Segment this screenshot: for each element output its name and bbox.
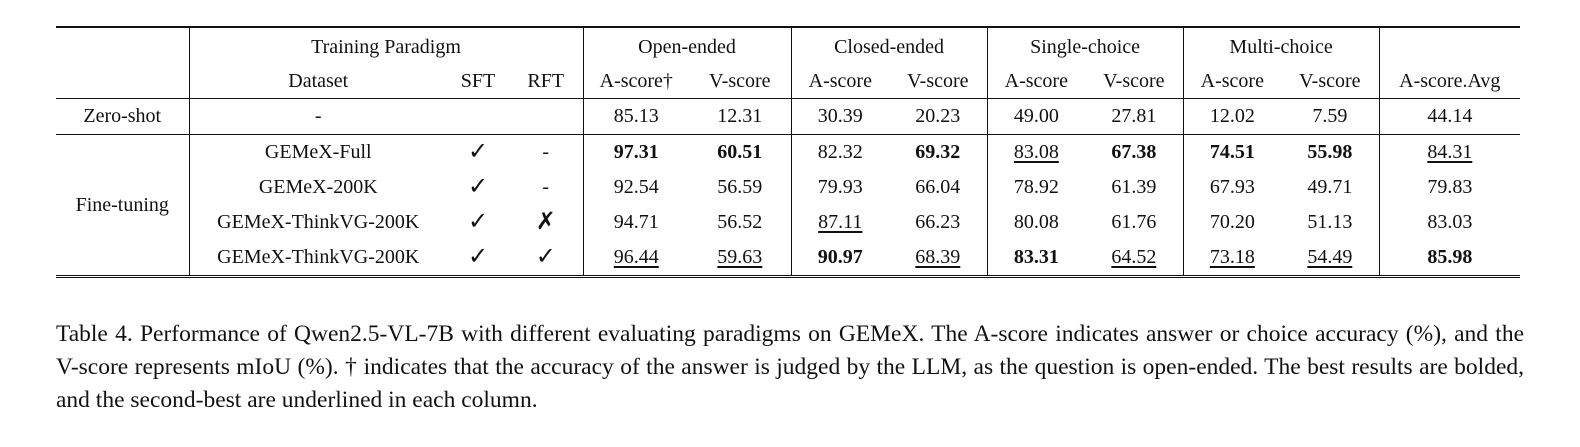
value-cell: 56.59: [717, 176, 763, 198]
dataset-cell: GEMeX-ThinkVG-200K: [189, 240, 447, 277]
value-cell: 49.71: [1307, 176, 1353, 198]
header-row-groups: [56, 27, 1520, 64]
rft-cell: ✓: [509, 240, 583, 277]
results-table-container: [56, 26, 1520, 278]
multi-a-score-header: A-score: [1183, 64, 1281, 99]
value-text: 73.18: [1209, 246, 1255, 268]
value-cell: 55.98: [1281, 135, 1379, 171]
value-text: 59.63: [717, 246, 763, 268]
closed-a-score-header: A-score: [791, 64, 889, 99]
value-cell: 56.52: [717, 211, 763, 233]
single-a-score-header: A-score: [987, 64, 1085, 99]
sft-cell: ✓: [447, 135, 509, 171]
value-cell: 60.51: [689, 135, 791, 171]
value-cell: [987, 135, 1085, 171]
avg-a-score-header: A-score.Avg: [1379, 64, 1520, 99]
value-text: 87.11: [818, 211, 863, 233]
value-text: 64.52: [1111, 246, 1157, 268]
value-cell: 78.92: [987, 170, 1085, 205]
value-cell: [791, 205, 889, 240]
value-cell: 44.14: [1379, 99, 1520, 135]
sft-cell: [447, 99, 509, 135]
value-cell: 80.08: [987, 205, 1085, 240]
multi-v-score-header: V-score: [1299, 70, 1361, 92]
value-cell: 20.23: [889, 99, 987, 135]
value-cell: 94.71: [583, 205, 689, 240]
sft-cell: ✓: [447, 240, 509, 277]
table-row: [56, 205, 1520, 240]
table-row: [56, 170, 1520, 205]
table-caption: Table 4. Performance of Qwen2.5-VL-7B with different evaluating paradigms on GEMeX. The A-score indicates answer or choice accuracy (%), and the V-score represents mIoU (%). † indicates that the accuracy of the answer is judged by the LLM, as the question is open-ended. The best results are bolded, and the second-best are underlined in each column.: [56, 321, 1524, 413]
header-empty-cell: [1379, 27, 1520, 64]
value-cell: [689, 240, 791, 277]
value-cell: 92.54: [583, 170, 689, 205]
rft-cell: ✗: [535, 209, 556, 235]
value-cell: [1281, 240, 1379, 277]
rft-cell: -: [542, 176, 550, 198]
closed-v-score-header: V-score: [907, 70, 969, 92]
value-cell: 12.31: [689, 99, 791, 135]
setting-cell: Zero-shot: [56, 99, 189, 135]
value-cell: 61.39: [1111, 176, 1157, 198]
open-v-score-header: V-score: [709, 70, 771, 92]
value-cell: 27.81: [1085, 99, 1183, 135]
value-text: 84.31: [1427, 141, 1473, 163]
multi-choice-header: Multi-choice: [1183, 27, 1379, 64]
value-cell: 67.38: [1085, 135, 1183, 171]
sft-header: SFT: [460, 70, 496, 92]
value-cell: 30.39: [791, 99, 889, 135]
value-cell: 79.93: [791, 170, 889, 205]
value-cell: 74.51: [1183, 135, 1281, 171]
value-cell: 90.97: [791, 240, 889, 277]
single-v-score-header: V-score: [1103, 70, 1165, 92]
rft-cell: [509, 99, 583, 135]
header-empty-cell: [56, 64, 189, 99]
value-cell: 66.23: [915, 211, 961, 233]
value-cell: 83.31: [987, 240, 1085, 277]
value-cell: 67.93: [1183, 170, 1281, 205]
open-ended-header: Open-ended: [583, 27, 791, 64]
dataset-cell: GEMeX-ThinkVG-200K: [189, 205, 447, 240]
dataset-cell: -: [189, 99, 447, 135]
value-cell: 79.83: [1379, 170, 1520, 205]
value-cell: [889, 240, 987, 277]
value-text: 83.08: [1013, 141, 1059, 163]
sft-cell: ✓: [467, 174, 489, 200]
value-text: 68.39: [915, 246, 961, 268]
value-cell: 85.98: [1379, 240, 1520, 277]
results-table: [56, 26, 1520, 278]
value-cell: 82.32: [791, 135, 889, 171]
dataset-header: Dataset: [189, 64, 447, 99]
sft-cell: ✓: [467, 209, 489, 235]
value-cell: 97.31: [583, 135, 689, 171]
value-cell: 51.13: [1307, 211, 1353, 233]
value-cell: [1183, 240, 1281, 277]
rft-cell: -: [509, 135, 583, 171]
closed-ended-header: Closed-ended: [791, 27, 987, 64]
open-a-score-header: A-score†: [583, 64, 689, 99]
table-row: [56, 99, 1520, 135]
value-cell: 70.20: [1183, 205, 1281, 240]
dataset-cell: GEMeX-200K: [189, 170, 447, 205]
training-paradigm-header: Training Paradigm: [189, 27, 583, 64]
value-cell: 83.03: [1379, 205, 1520, 240]
value-text: 96.44: [613, 246, 659, 268]
single-choice-header: Single-choice: [987, 27, 1183, 64]
value-cell: [1379, 135, 1520, 171]
value-cell: 85.13: [583, 99, 689, 135]
value-cell: 69.32: [889, 135, 987, 171]
value-cell: [583, 240, 689, 277]
dataset-cell: GEMeX-Full: [189, 135, 447, 171]
header-row-sub: [56, 64, 1520, 99]
value-cell: 66.04: [915, 176, 961, 198]
value-text: 54.49: [1307, 246, 1353, 268]
value-cell: 61.76: [1111, 211, 1157, 233]
value-cell: [1085, 240, 1183, 277]
header-empty-cell: [56, 27, 189, 64]
setting-cell: Fine-tuning: [56, 135, 189, 277]
rft-header: RFT: [527, 70, 565, 92]
value-cell: 12.02: [1183, 99, 1281, 135]
value-cell: 49.00: [987, 99, 1085, 135]
table-row: [56, 240, 1520, 277]
value-cell: 7.59: [1281, 99, 1379, 135]
table-row: [56, 135, 1520, 171]
